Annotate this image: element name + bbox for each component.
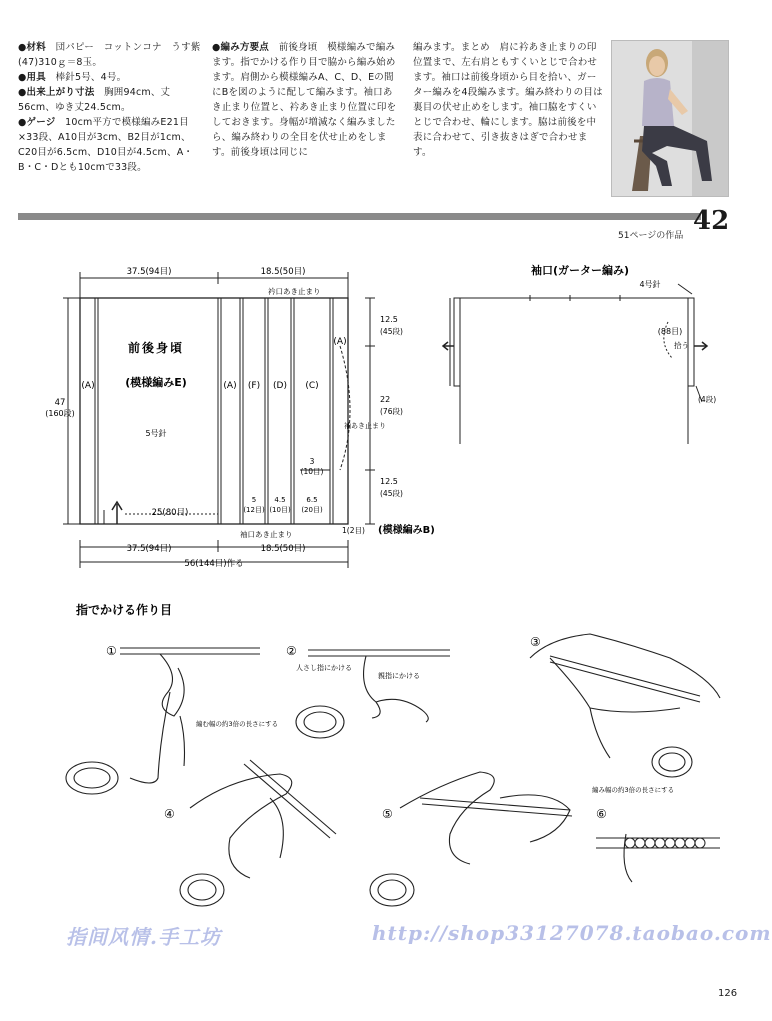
width-4-5: 4.5 [274, 496, 286, 504]
cast-on-illustrations [30, 598, 740, 918]
row-section-2-rows: (76段) [380, 407, 403, 416]
size-text: 胸囲94cm、丈56cm、ゆき丈24.5cm。 [18, 87, 171, 113]
sleeve-title: 袖口(ガーター編み) [530, 264, 630, 277]
width-top-right: 18.5(50目) [260, 267, 306, 277]
materials-column [18, 40, 203, 175]
row-section-3-rows: (45段) [380, 489, 403, 498]
bottom-width-first: 25(80目) [151, 508, 189, 518]
bottom-dim-2: 18.5(50目) [260, 544, 306, 554]
col-label-f: (F) [247, 381, 261, 391]
tools-line [18, 70, 203, 85]
col-label-a2: (A) [223, 381, 237, 391]
step-2-thumb-note: 親指にかける [378, 672, 420, 680]
gauge-line [18, 115, 203, 175]
finishing-column [413, 40, 605, 160]
step-2-index-note: 人さし指にかける [296, 664, 352, 672]
bottom-dim-total: 56(144目)作る [184, 559, 244, 569]
height-value: 47 [54, 398, 66, 408]
width-6-5: 6.5 [306, 496, 318, 504]
materials-text: 団パピー コットンコナ うす紫(47)310ｇ＝8玉。 [18, 42, 201, 68]
sleeve-needle: 4号針 [639, 280, 661, 289]
step-6-number: ⑥ [596, 807, 607, 821]
body-subtitle: (模様編みE) [125, 376, 187, 389]
col-label-c: (C) [305, 381, 319, 391]
page-reference: 51ページの作品 [618, 231, 684, 241]
row-section-1: 12.5 [380, 315, 398, 324]
neck-opening-mark: 衿口あき止まり [268, 287, 321, 296]
cast-on-title: 指でかける作り目 [76, 603, 173, 617]
page-number: 126 [718, 988, 738, 999]
gauge-text: 10cm平方で模様編みE21目×33段、A10目が3cm、B2目が1cm、C20目が6.5cm、D10目が4.5cm、A・B・C・Dとも10cmで33段。 [18, 117, 194, 173]
method-label: ●編み方要点 [212, 42, 269, 53]
row-section-2: 22 [380, 395, 391, 404]
width-one: 1(2目) [342, 526, 365, 535]
row-section-1-rows: (45段) [380, 327, 403, 336]
width-5-stitches: (12目) [243, 506, 265, 514]
bottom-dim-1: 37.5(94目) [126, 544, 172, 554]
watermark-left: 指间风情.手工坊 [66, 925, 221, 949]
watermark-right: http://shop33127078.taobao.com [372, 921, 772, 945]
step-1-note: 編む幅の約3倍の長さにする [196, 720, 279, 728]
step-5-number: ⑤ [382, 807, 393, 821]
body-title: 前後身頃 [127, 341, 185, 355]
pattern-number: 42 [693, 206, 730, 236]
row-section-3: 12.5 [380, 477, 398, 486]
step-3-number: ③ [530, 635, 541, 649]
height-rows: (160段) [45, 409, 75, 418]
gauge-label: ●ゲージ [18, 117, 56, 128]
width-6-5-stitches: (20目) [301, 506, 323, 514]
width-5: 5 [251, 496, 257, 504]
finishing-text: 編みます。まとめ 肩に衿あき止まりの印位置まで、左右肩ともすくいとじで合わせます。袖口は前後身頃から目を拾い、ガーター編みを4段編みます。編み終わりの目は裏目の伏せ止めをします。袖口脇をすくいとじで合わせ、輪にします。脇は前後を中表に合わせて、引き抜きはぎで合わせます。 [413, 42, 603, 158]
materials-label: ●材料 [18, 42, 46, 53]
sleeve-pickup: 拾う [674, 341, 689, 350]
col-label-a3: (A) [333, 337, 347, 347]
bottom-opening-mark: 袖口あき止まり [240, 530, 293, 539]
model-photo [611, 40, 729, 197]
body-diagram [40, 262, 435, 572]
col-label-d: (D) [273, 381, 287, 391]
inner-width-3-stitches: (10目) [300, 467, 324, 476]
size-label: ●出来上がり寸法 [18, 87, 95, 98]
size-line [18, 85, 203, 115]
tools-text: 棒針5号、4号。 [45, 72, 127, 83]
materials-line [18, 40, 203, 70]
pattern-b-label: (模様編みB) [378, 525, 435, 536]
method-text: 前後身頃 模様編みで編みます。指でかける作り目で脇から編み始めます。肩側から模様編みA、C、D、Eの間にBを図のように配して編みます。袖口あき止まり位置と、衿あき止まり位置に印をしておきます。身幅が増減なく編みましたら、編み終わりの全目を伏せ止めをします。前後身頃は同じに [212, 42, 397, 158]
width-4-5-stitches: (10目) [269, 506, 291, 514]
step-1-number: ① [106, 644, 117, 658]
inner-width-3: 3 [309, 457, 315, 466]
header-rule [18, 213, 701, 220]
sleeve-opening-mark: 袖あき止まり [344, 422, 386, 430]
step-4-number: ④ [164, 807, 175, 821]
col-label-a1: (A) [81, 381, 95, 391]
sleeve-diagram [440, 262, 730, 452]
sleeve-stitch-count: (88目) [657, 327, 683, 336]
tools-label: ●用具 [18, 72, 46, 83]
body-needle: 5号針 [145, 429, 167, 438]
step-2-number: ② [286, 644, 297, 658]
width-top-left: 37.5(94目) [126, 267, 172, 277]
method-column [212, 40, 402, 160]
sleeve-rows: (4段) [698, 395, 717, 404]
step-3-note: 編み幅の約3倍の長さにする [592, 786, 675, 794]
